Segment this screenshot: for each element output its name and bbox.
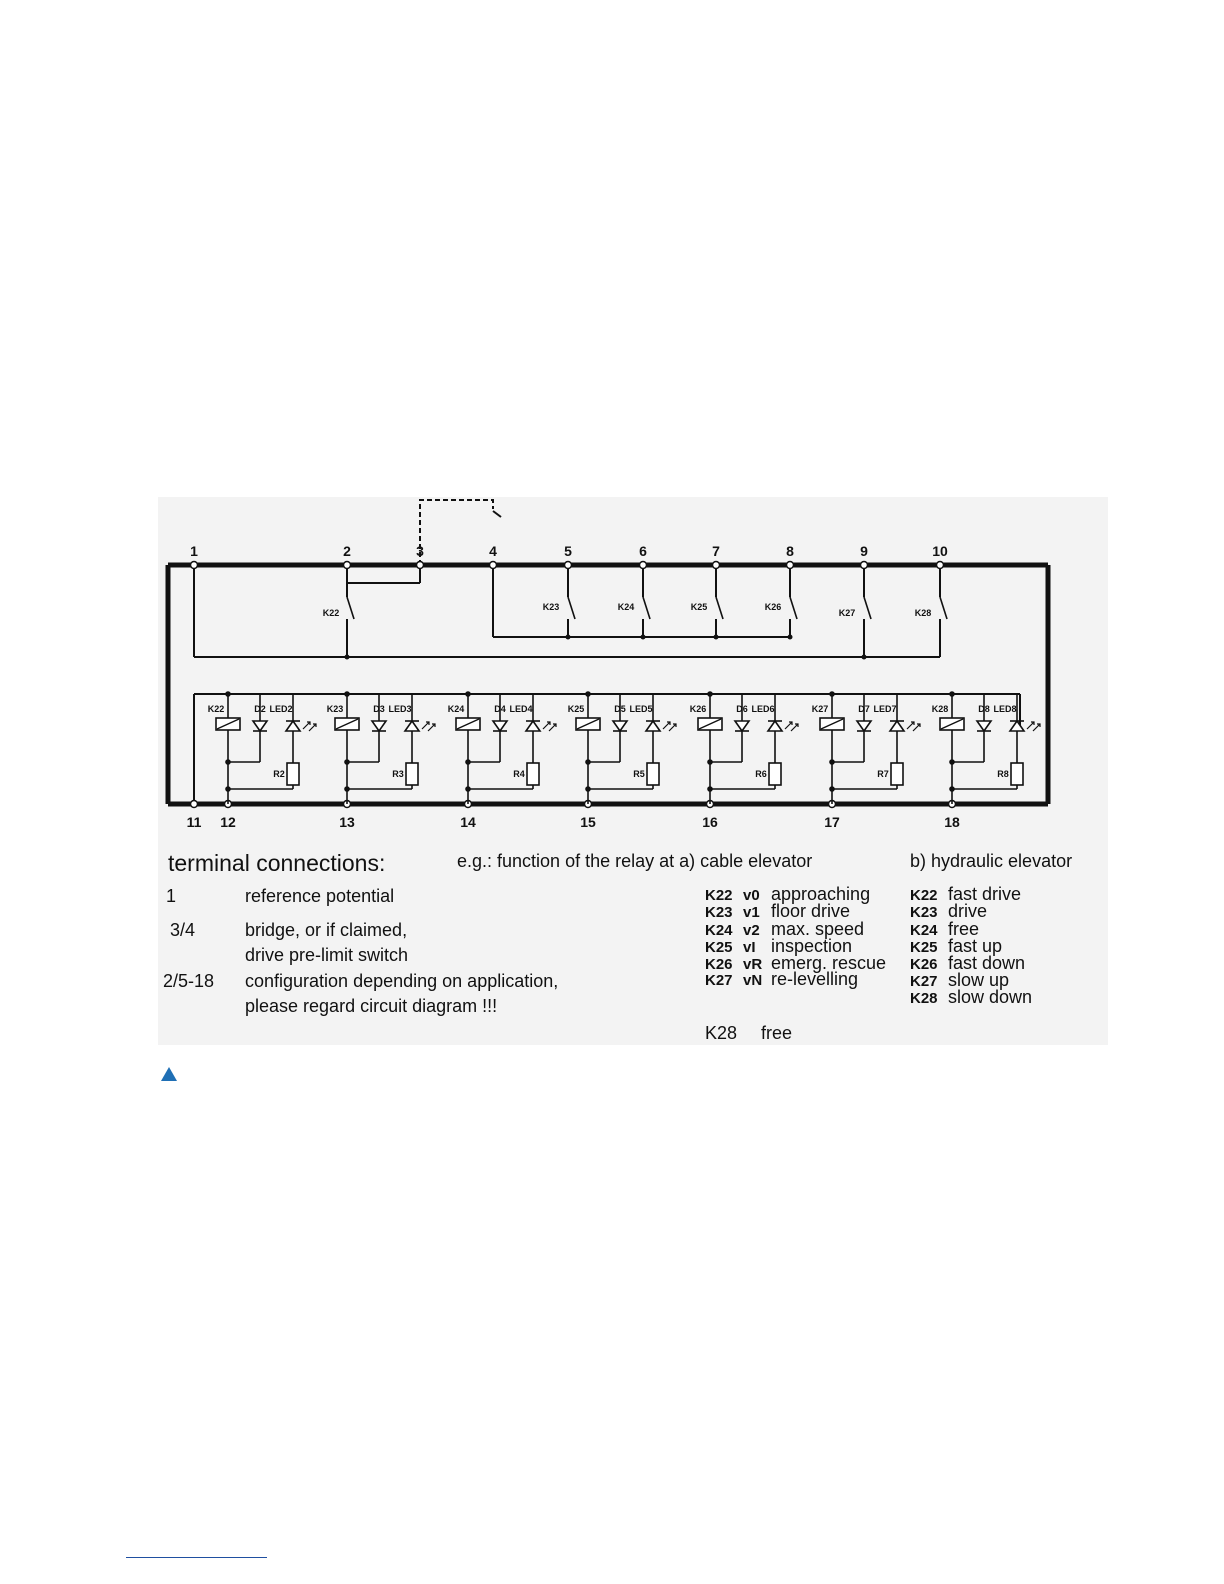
resistor-label: R4 — [513, 769, 525, 779]
diode-label: D8 — [978, 704, 990, 714]
terminal-dot — [565, 562, 572, 569]
junction-dot — [708, 760, 712, 764]
junction-dot — [830, 692, 834, 696]
led-label: LED2 — [269, 704, 293, 714]
terminal-desc-2b: drive pre-limit switch — [245, 945, 409, 965]
terminal-label-bottom: 17 — [824, 814, 840, 830]
resistor-label: R2 — [273, 769, 285, 779]
led-label: LED7 — [873, 704, 897, 714]
relay-label: K28 — [931, 704, 949, 714]
led-rays — [663, 722, 676, 731]
junction-dot — [466, 692, 470, 696]
hydraulic-code: K22 — [910, 887, 938, 904]
led — [526, 721, 540, 731]
junction-dot — [586, 760, 590, 764]
cable-code: K26 — [705, 956, 733, 973]
wiring — [168, 500, 1048, 804]
terminal-desc-3a: configuration depending on application, — [245, 971, 559, 991]
resistor — [647, 763, 659, 785]
junction-dot — [345, 787, 349, 791]
resistor — [527, 763, 539, 785]
led — [405, 721, 419, 731]
relay-module — [698, 692, 798, 804]
cable-desc: max. speed — [771, 919, 865, 939]
contact-label: K26 — [764, 602, 782, 612]
junction-dot — [345, 760, 349, 764]
resistor-label: R5 — [633, 769, 645, 779]
terminal-label-top: 8 — [786, 543, 794, 559]
junction-dot — [345, 692, 349, 696]
junction-dot — [566, 635, 571, 640]
led — [646, 721, 660, 731]
relay-module — [940, 692, 1040, 804]
hydraulic-code: K27 — [910, 973, 938, 990]
junction-dot — [862, 655, 867, 660]
wire — [568, 597, 575, 619]
terminal-dot — [191, 801, 198, 808]
junction-dot — [586, 787, 590, 791]
resistor-label: R7 — [877, 769, 889, 779]
diode-label: D2 — [254, 704, 266, 714]
contact-label: K23 — [542, 602, 560, 612]
led-label: LED6 — [751, 704, 775, 714]
wire — [493, 511, 501, 517]
cable-free-desc: free — [761, 1023, 793, 1043]
terminal-desc-1: reference potential — [245, 886, 395, 906]
junction-dot — [586, 692, 590, 696]
hydraulic-desc: fast up — [948, 936, 1003, 956]
hydraulic-desc: slow down — [948, 987, 1033, 1007]
cable-free-code: K28 — [705, 1023, 738, 1043]
wire — [347, 597, 354, 619]
diode-label: D5 — [614, 704, 626, 714]
led — [1010, 721, 1024, 731]
terminal-label-top: 3 — [416, 543, 424, 559]
resistor-label: R3 — [392, 769, 404, 779]
resistor — [1011, 763, 1023, 785]
terminal-label-bottom: 12 — [220, 814, 236, 830]
terminal-dot — [937, 562, 944, 569]
terminal-label-top: 2 — [343, 543, 351, 559]
relay-module — [456, 692, 556, 804]
relay-module — [335, 692, 435, 804]
terminal-label-top: 9 — [860, 543, 868, 559]
terminal-dot — [490, 562, 497, 569]
wire — [940, 597, 947, 619]
terminal-dot — [344, 562, 351, 569]
components — [191, 562, 1041, 808]
junction-dot — [788, 635, 793, 640]
junction-dot — [950, 760, 954, 764]
frame-sides — [168, 565, 1048, 804]
led-label: LED4 — [509, 704, 533, 714]
wire — [864, 597, 871, 619]
relay-label: K27 — [811, 704, 829, 714]
cable-code: K22 — [705, 887, 733, 904]
hydraulic-row — [910, 989, 1032, 1007]
led-label: LED5 — [629, 704, 653, 714]
terminal-dot — [640, 562, 647, 569]
terminal-dot — [417, 562, 424, 569]
junction-dot — [226, 692, 230, 696]
diode-label: D7 — [858, 704, 870, 714]
cable-speed: vR — [743, 956, 763, 973]
cable-row — [705, 971, 858, 989]
circuit-figure — [158, 497, 1108, 1045]
terminal-desc-2a: bridge, or if claimed, — [245, 920, 408, 940]
hydraulic-code: K23 — [910, 904, 938, 921]
terminal-label-bottom: 16 — [702, 814, 718, 830]
led-label: LED3 — [388, 704, 412, 714]
led-rays — [303, 722, 316, 731]
diode — [735, 721, 749, 731]
hydraulic-code: K28 — [910, 990, 938, 1007]
legend-example-text: e.g.: function of the relay at a) cable elevator — [457, 851, 813, 871]
relay-label: K25 — [567, 704, 585, 714]
junction-dot — [466, 787, 470, 791]
terminal-label-bottom: 14 — [460, 814, 476, 830]
diode-label: D4 — [494, 704, 506, 714]
cable-code: K24 — [705, 922, 733, 939]
contact-label: K27 — [838, 608, 856, 618]
relay-label: K22 — [207, 704, 225, 714]
wire — [716, 597, 723, 619]
led-rays — [422, 722, 435, 731]
resistor-label: R6 — [755, 769, 767, 779]
junction-dot — [708, 692, 712, 696]
diode — [372, 721, 386, 731]
legend-heading: terminal connections: — [168, 850, 386, 876]
led-rays — [1027, 722, 1040, 731]
resistor — [891, 763, 903, 785]
resistor-label: R8 — [997, 769, 1009, 779]
diode — [613, 721, 627, 731]
terminal-label-bottom: 11 — [186, 814, 202, 830]
hydraulic-desc: slow up — [948, 970, 1010, 990]
cable-desc: approaching — [771, 884, 871, 904]
cable-code: K27 — [705, 972, 733, 989]
terminal-dot — [787, 562, 794, 569]
led — [768, 721, 782, 731]
diode — [493, 721, 507, 731]
hydraulic-desc: free — [948, 919, 980, 939]
terminal-num-1: 1 — [166, 886, 177, 906]
led — [286, 721, 300, 731]
diode — [253, 721, 267, 731]
contact-label: K24 — [617, 602, 635, 612]
diode — [857, 721, 871, 731]
resistor — [769, 763, 781, 785]
terminal-num-3: 2/5-18 — [163, 971, 215, 991]
hydraulic-code: K25 — [910, 939, 938, 956]
relay-module — [216, 692, 316, 804]
terminal-dot — [713, 562, 720, 569]
junction-dot — [950, 692, 954, 696]
diode-label: D3 — [373, 704, 385, 714]
footer-line — [126, 1557, 267, 1558]
terminal-label-top: 6 — [639, 543, 647, 559]
labels — [187, 543, 1017, 830]
terminal-label-top: 10 — [932, 543, 948, 559]
cable-desc: inspection — [771, 936, 853, 956]
cable-speed: v1 — [743, 904, 760, 921]
hydraulic-desc: fast drive — [948, 884, 1022, 904]
junction-dot — [226, 760, 230, 764]
hydraulic-code: K26 — [910, 956, 938, 973]
terminal-num-2: 3/4 — [170, 920, 196, 940]
hydraulic-desc: drive — [948, 901, 988, 921]
terminal-label-bottom: 13 — [339, 814, 355, 830]
resistor — [287, 763, 299, 785]
terminal-label-bottom: 18 — [944, 814, 960, 830]
cable-desc: floor drive — [771, 901, 851, 921]
terminal-desc-3b: please regard circuit diagram !!! — [245, 996, 498, 1016]
relay-label: K24 — [447, 704, 465, 714]
led-label: LED8 — [993, 704, 1017, 714]
relay-label: K26 — [689, 704, 707, 714]
cable-speed: vI — [743, 939, 756, 956]
hydraulic-code: K24 — [910, 922, 938, 939]
cable-code: K25 — [705, 939, 733, 956]
hydraulic-desc: fast down — [948, 953, 1026, 973]
terminal-label-top: 5 — [564, 543, 572, 559]
terminal-dot — [191, 562, 198, 569]
contact-label: K25 — [690, 602, 708, 612]
junction-dot — [950, 787, 954, 791]
terminal-label-bottom: 15 — [580, 814, 596, 830]
cable-speed: v2 — [743, 922, 760, 939]
junction-dot — [830, 760, 834, 764]
led-rays — [907, 722, 920, 731]
relay-label: K23 — [326, 704, 344, 714]
cable-desc: emerg. rescue — [771, 953, 887, 973]
cable-code: K23 — [705, 904, 733, 921]
hydraulic-heading: b) hydraulic elevator — [910, 851, 1073, 871]
junction-dot — [714, 635, 719, 640]
resistor — [406, 763, 418, 785]
led-rays — [785, 722, 798, 731]
junction-dot — [708, 787, 712, 791]
relay-module — [576, 692, 676, 804]
terminal-label-top: 7 — [712, 543, 720, 559]
terminal-label-top: 4 — [489, 543, 497, 559]
junction-dot — [466, 760, 470, 764]
bridge-dashed — [420, 500, 493, 565]
wire — [643, 597, 650, 619]
junction-dot — [226, 787, 230, 791]
cable-speed: v0 — [743, 887, 760, 904]
cable-desc: re-levelling — [771, 969, 859, 989]
led — [890, 721, 904, 731]
junction-dot — [345, 655, 350, 660]
contact-label: K28 — [914, 608, 932, 618]
relay-module — [820, 692, 920, 804]
wire — [790, 597, 797, 619]
led-rays — [543, 722, 556, 731]
contact-label-k22: K22 — [322, 608, 340, 618]
junction-dot — [830, 787, 834, 791]
junction-dot — [641, 635, 646, 640]
cable-speed: vN — [743, 972, 763, 989]
diode-label: D6 — [736, 704, 748, 714]
terminal-label-top: 1 — [190, 543, 198, 559]
terminal-dot — [861, 562, 868, 569]
up-triangle-icon — [160, 1066, 178, 1082]
diode — [977, 721, 991, 731]
